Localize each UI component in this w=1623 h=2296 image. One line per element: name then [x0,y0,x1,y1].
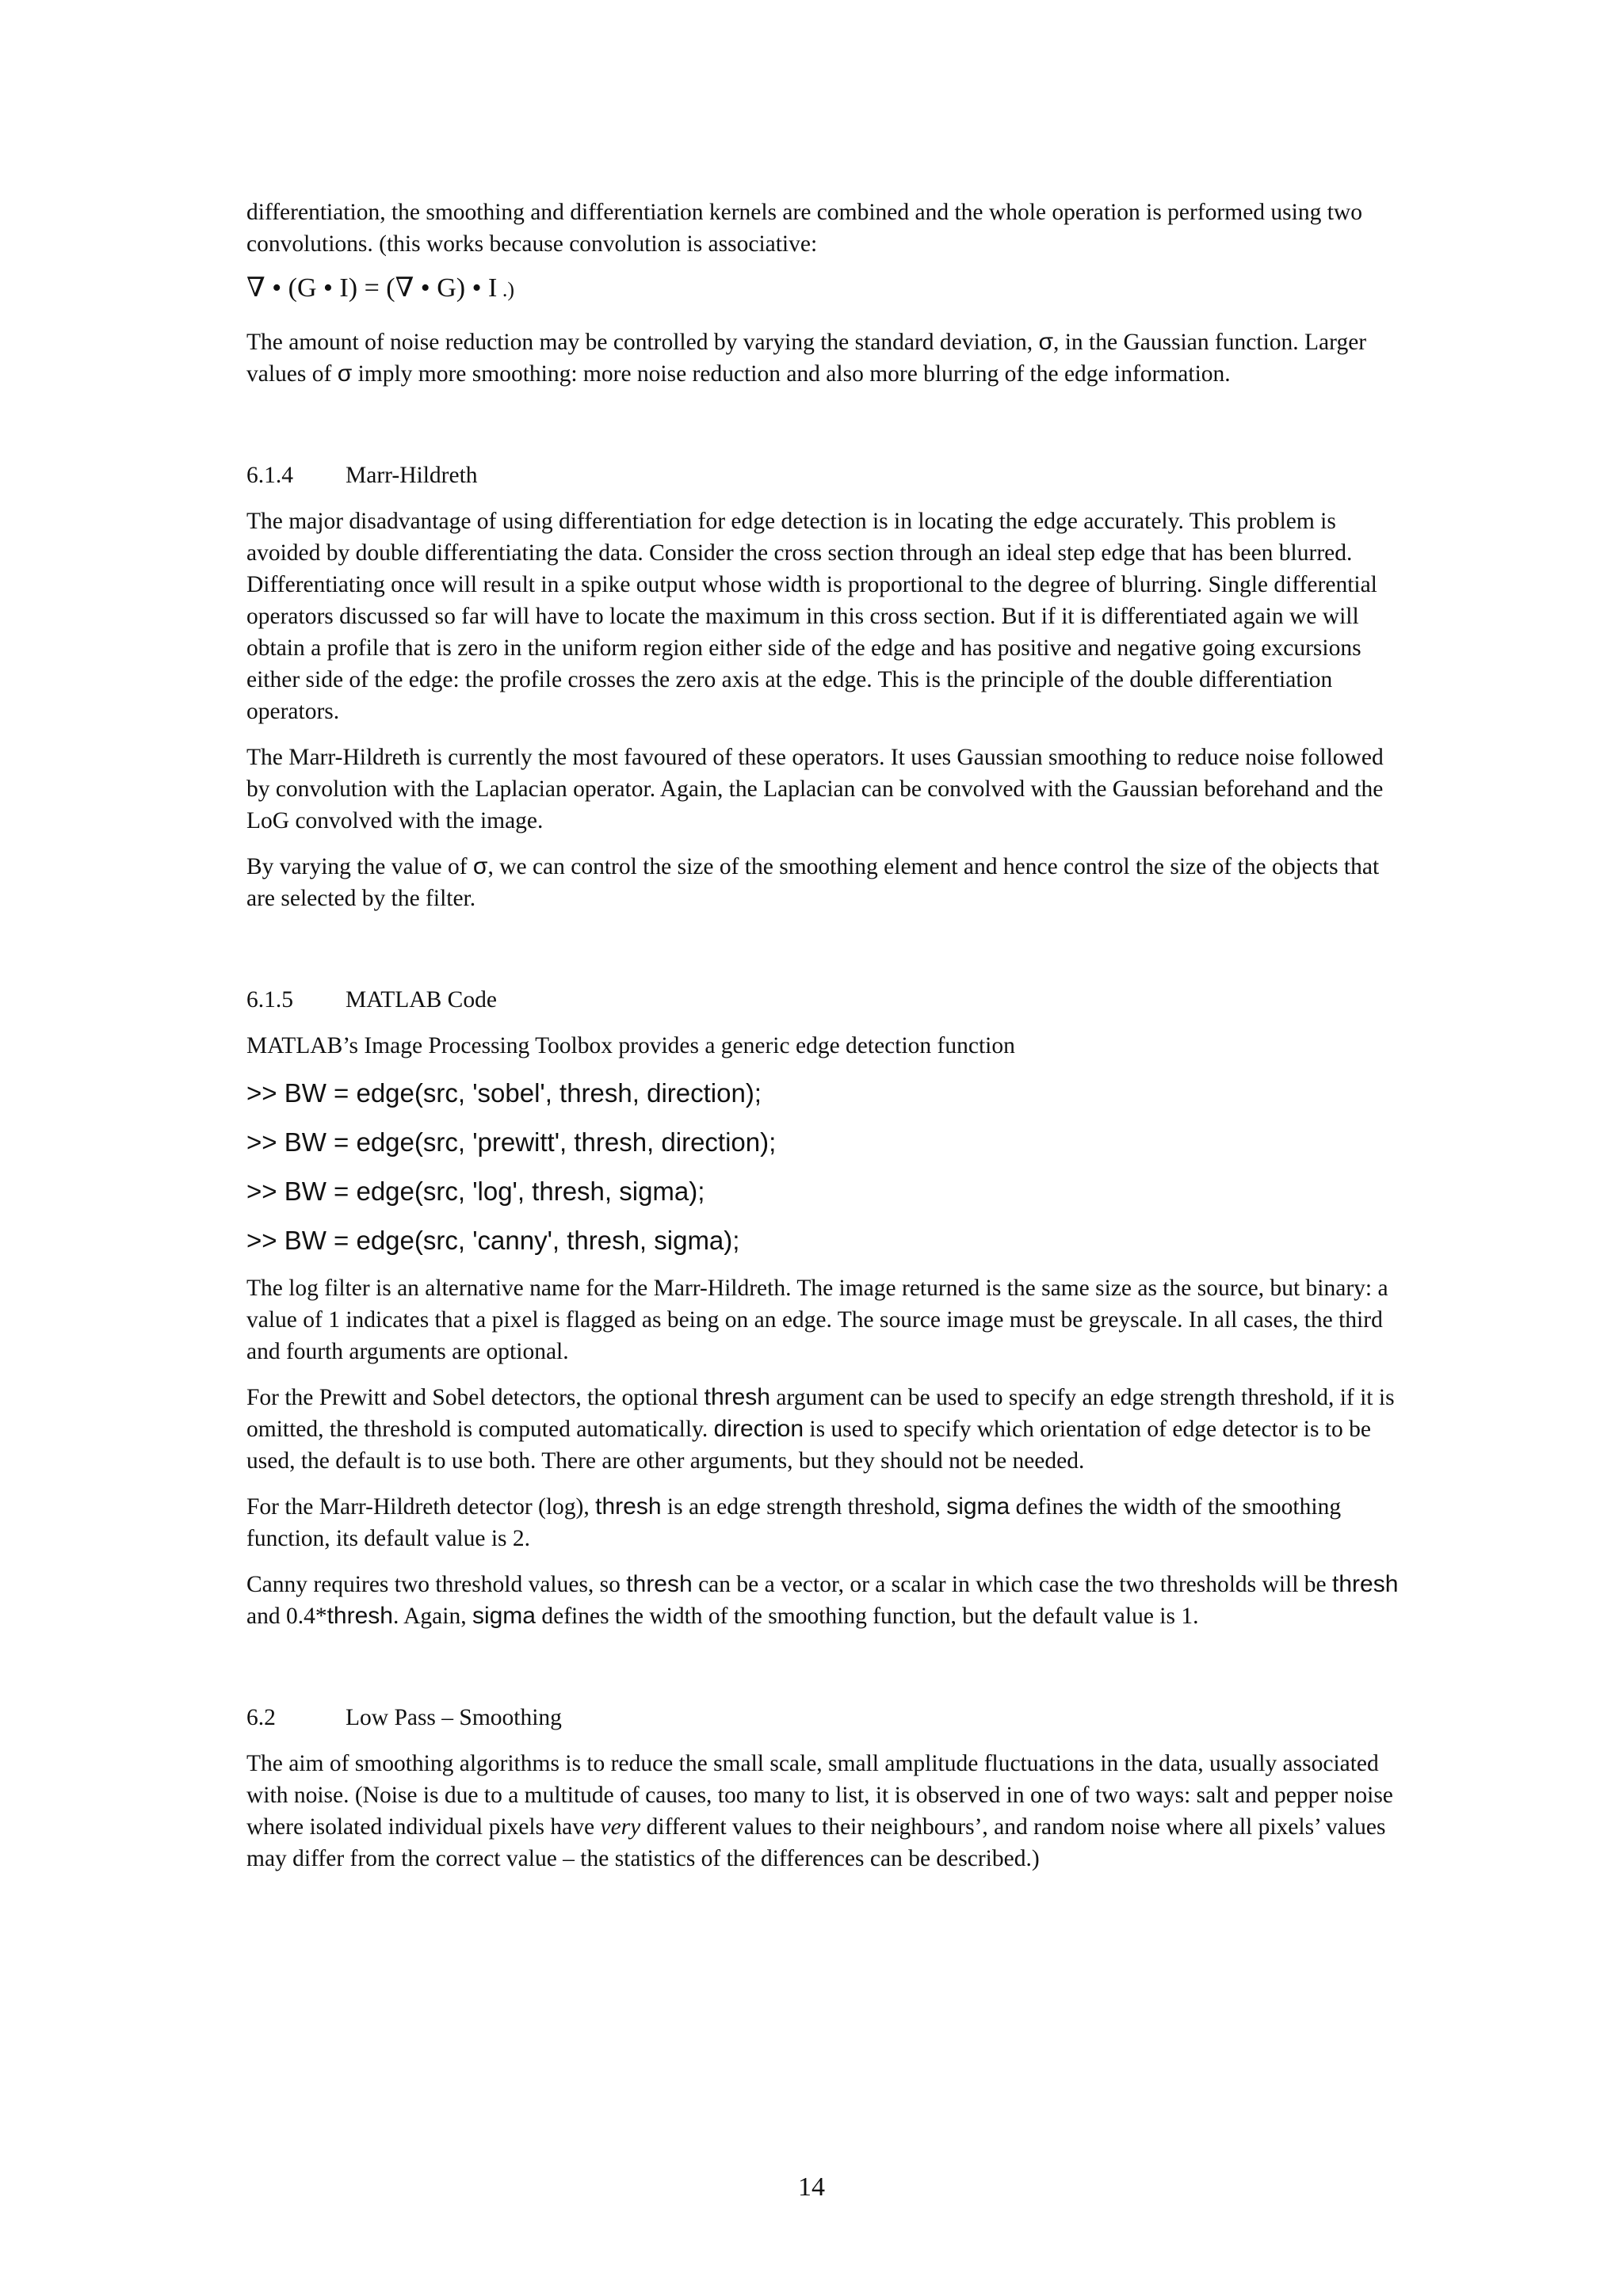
intro-paragraph [246,196,1400,260]
page-number: 14 [798,2172,825,2202]
code-word-thresh: thresh [626,1571,693,1597]
heading-matlab-code [246,984,1400,1016]
text-run: different values to their neighbours’, and random noise where all pixels’ values may differ from the correct value – the statistics of the differences can be described.) [246,1814,1386,1871]
code-word-direction: direction [713,1416,804,1442]
text-run: For the Marr-Hildreth detector (log), [246,1494,596,1520]
noise-text-3: imply more smoothing: more noise reduction and also more blurring of the edge information. [352,361,1231,387]
text-run: is an edge strength threshold, [661,1494,947,1520]
noise-reduction-paragraph [246,326,1400,390]
emphasis-very: very [600,1814,641,1840]
marr-paragraph-1: The major disadvantage of using differentiation for edge detection is in locating the edge accurately. This problem is avoided by double differentiating the data. Consider the cross section through an ideal step edge that has been blurred. Differentiating once will result in a spike output whose width is proportional to the degree of blurring. Single differential operators discussed so far will have to locate the maximum in this cross section. But if it is differentiated again we will obtain a profile that is zero in the uniform region either side of the edge and has positive and negative going excursions either side of the edge: the profile crosses the zero axis at the edge. This is the principle of the double differentiation operators. [246,509,1377,724]
section-title: Marr-Hildreth [346,463,478,488]
text-run: . Again, [392,1604,472,1629]
prewitt-sobel-paragraph [246,1382,1400,1477]
marr-paragraph-2: The Marr-Hildreth is currently the most favoured of these operators. It uses Gaussian smoothing to reduce noise followed by convolution with the Laplacian operator. Again, the Laplacian can be convolved with the Gaussian beforehand and the LoG convolved with the image. [246,745,1384,833]
text-run: is used to specify which orientation of edge detector is to be used, the default is to use both. There are other arguments, but they should not be needed. [246,1417,1372,1474]
section-title: Low Pass – Smoothing [346,1705,562,1730]
code-line-canny: >> BW = edge(src, 'canny', thresh, sigma); [246,1226,740,1255]
sigma-symbol: σ [337,360,353,387]
matlab-intro: MATLAB’s Image Processing Toolbox provides a generic edge detection function [246,1033,1015,1058]
code-word-thresh: thresh [595,1493,662,1520]
marr-paragraph-3 [246,851,1400,914]
section-title: MATLAB Code [346,987,497,1013]
marr-detector-paragraph [246,1491,1400,1554]
section-number: 6.1.5 [246,987,293,1013]
canny-paragraph [246,1569,1400,1632]
code-word-sigma: sigma [472,1603,536,1629]
section-number: 6.2 [246,1705,276,1730]
sigma-symbol: σ [1038,329,1053,355]
noise-text-1: The amount of noise reduction may be controlled by varying the standard deviation, [246,330,1039,355]
code-line-sobel: >> BW = edge(src, 'sobel', thresh, direction); [246,1078,762,1108]
heading-marr-hildreth [246,460,1400,491]
equation-tail: .) [497,278,514,301]
noise-text-2: , in the Gaussian function. Larger values of [246,330,1367,387]
intro-text: differentiation, the smoothing and differentiation kernels are combined and the whole operation is performed using two convolutions. (this works because convolution is associative: [246,200,1362,257]
code-word-thresh: thresh [1332,1571,1399,1597]
sigma-symbol: σ [472,853,488,879]
code-word-sigma: sigma [946,1493,1010,1520]
smoothing-paragraph [246,1748,1400,1875]
code-word-thresh: thresh [327,1603,393,1629]
text-run: For the Prewitt and Sobel detectors, the optional [246,1385,705,1410]
text-run: defines the width of the smoothing function, but the default value is 1. [535,1604,1199,1629]
code-line-log: >> BW = edge(src, 'log', thresh, sigma); [246,1177,705,1206]
text-run: defines the width of the smoothing function, its default value is 2. [246,1494,1342,1551]
marr-text-a: By varying the value of [246,854,473,879]
equation-text: ∇ • (G • I) = (∇ • G) • I [246,273,498,303]
section-number: 6.1.4 [246,463,293,488]
associativity-equation [246,269,1400,309]
code-word-thresh: thresh [704,1384,770,1410]
heading-low-pass [246,1702,1400,1733]
text-run: argument can be used to specify an edge strength threshold, if it is omitted, the threshold is computed automatically. [246,1385,1395,1442]
log-filter-paragraph: The log filter is an alternative name for the Marr-Hildreth. The image returned is the same size as the source, but binary: a value of 1 indicates that a pixel is flagged as being on an edge. The source image must be greyscale. In all cases, the third and fourth arguments are optional. [246,1276,1388,1364]
text-run: Canny requires two threshold values, so [246,1572,627,1597]
text-run: can be a vector, or a scalar in which case the two thresholds will be [692,1572,1333,1597]
code-line-prewitt: >> BW = edge(src, 'prewitt', thresh, direction); [246,1127,777,1157]
document-body [246,196,1400,1889]
text-run: and 0.4* [246,1604,327,1629]
text-run: The aim of smoothing algorithms is to reduce the small scale, small amplitude fluctuations in the data, usually associated with noise. (Noise is due to a multitude of causes, too many to list, it is observed in one of two ways: salt and pepper noise where isolated individual pixels have [246,1751,1393,1840]
marr-text-b: , we can control the size of the smoothing element and hence control the size of the objects that are selected by the filter. [246,854,1380,911]
